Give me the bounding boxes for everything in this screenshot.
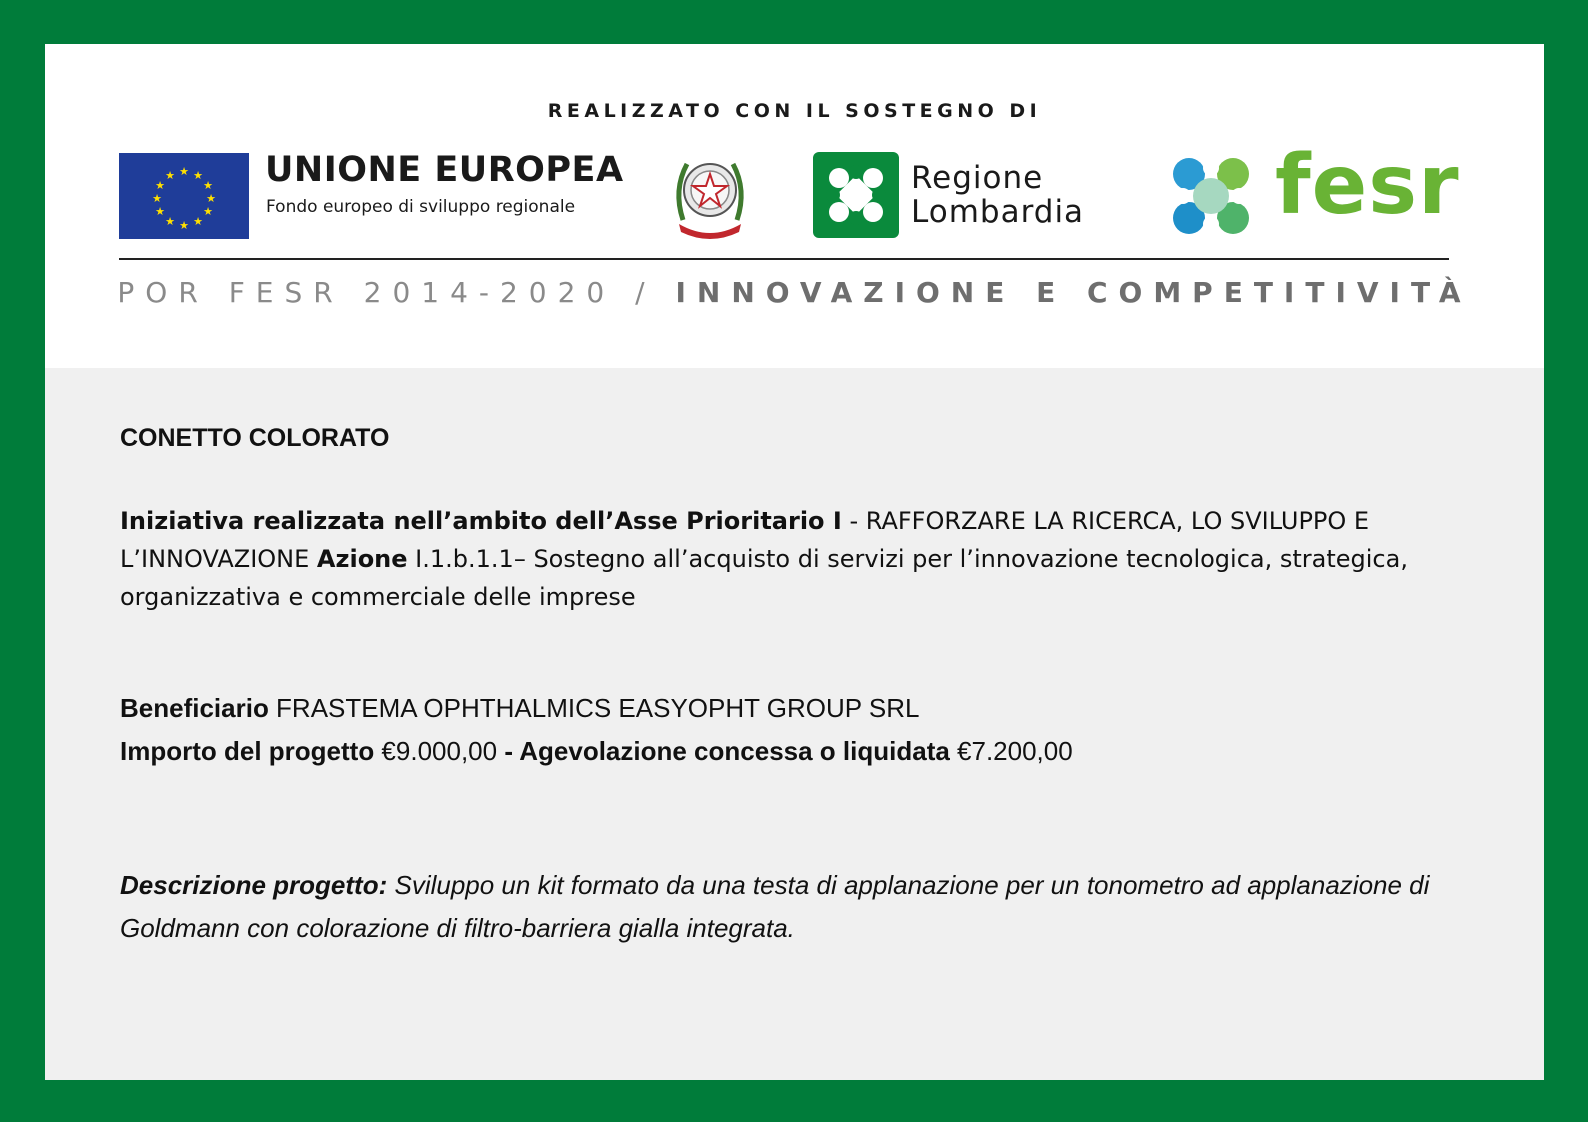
header-section: [45, 44, 1544, 368]
lombardia-line: Lombardia: [911, 194, 1085, 230]
initiative-bold-2: Azione: [316, 545, 408, 573]
initiative-text-2: I.1.b.1.1– Sostegno all’acquisto di servizi per l’innovazione tecnologica, strategica, organizzativa e commerciale delle imprese: [120, 545, 1408, 611]
agevolazione-label: - Agevolazione concessa o liquidata: [504, 736, 950, 766]
eu-title: UNIONE EUROPEA: [265, 150, 624, 190]
svg-text:★: ★: [152, 193, 162, 205]
descrizione-text: Sviluppo un kit formato da una testa di applanazione per un tonometro ad applanazione di Goldmann con colorazione di filtro-barriera gialla integrata.: [120, 870, 1430, 943]
svg-text:★: ★: [155, 180, 165, 192]
beneficiario-line: [120, 693, 919, 724]
por-bold-text: INNOVAZIONE E COMPETITIVITÀ: [675, 276, 1472, 309]
support-heading: REALIZZATO CON IL SOSTEGNO DI: [547, 100, 1042, 122]
poster-frame: [45, 44, 1544, 1080]
eu-subtitle: Fondo europeo di sviluppo regionale: [266, 197, 576, 217]
por-text: POR FESR 2014-2020 /: [117, 276, 676, 309]
svg-text:★: ★: [179, 166, 189, 178]
regione-lombardia-logo-icon: [813, 152, 899, 238]
por-heading: [45, 276, 1544, 309]
italian-republic-emblem-icon: [669, 150, 751, 242]
beneficiario-value: FRASTEMA OPHTHALMICS EASYOPHT GROUP SRL: [268, 693, 920, 723]
descrizione-paragraph: [120, 864, 1450, 950]
initiative-paragraph: [120, 502, 1450, 616]
svg-text:★: ★: [179, 220, 189, 232]
fesr-wordmark: fesr: [1275, 138, 1460, 233]
importo-line: [120, 736, 1073, 767]
initiative-text-1: - RAFFORZARE LA RICERCA, LO SVILUPPO E L’INNOVAZIONE: [120, 507, 1370, 573]
regione-lombardia-name: [911, 161, 1084, 229]
svg-text:★: ★: [203, 180, 213, 192]
svg-text:★: ★: [203, 206, 213, 218]
svg-text:★: ★: [206, 193, 216, 205]
beneficiario-label: Beneficiario: [120, 693, 269, 723]
header-divider: [119, 258, 1449, 260]
eu-flag-icon: [119, 153, 249, 239]
svg-text:★: ★: [193, 216, 203, 228]
descrizione-label: Descrizione progetto:: [120, 870, 388, 900]
initiative-bold-1: Iniziativa realizzata nell’ambito dell’Asse Prioritario I: [120, 507, 842, 535]
svg-text:★: ★: [165, 170, 175, 182]
svg-text:★: ★: [193, 170, 203, 182]
importo-value: €9.000,00: [374, 736, 505, 766]
svg-text:★: ★: [165, 216, 175, 228]
svg-text:★: ★: [155, 206, 165, 218]
project-title: CONETTO COLORATO: [120, 424, 390, 452]
content-section: [45, 368, 1544, 1080]
agevolazione-value: €7.200,00: [949, 736, 1073, 766]
fesr-symbol-icon: [1165, 150, 1257, 242]
importo-label: Importo del progetto: [120, 736, 375, 766]
regione-line: Regione: [911, 160, 1044, 196]
